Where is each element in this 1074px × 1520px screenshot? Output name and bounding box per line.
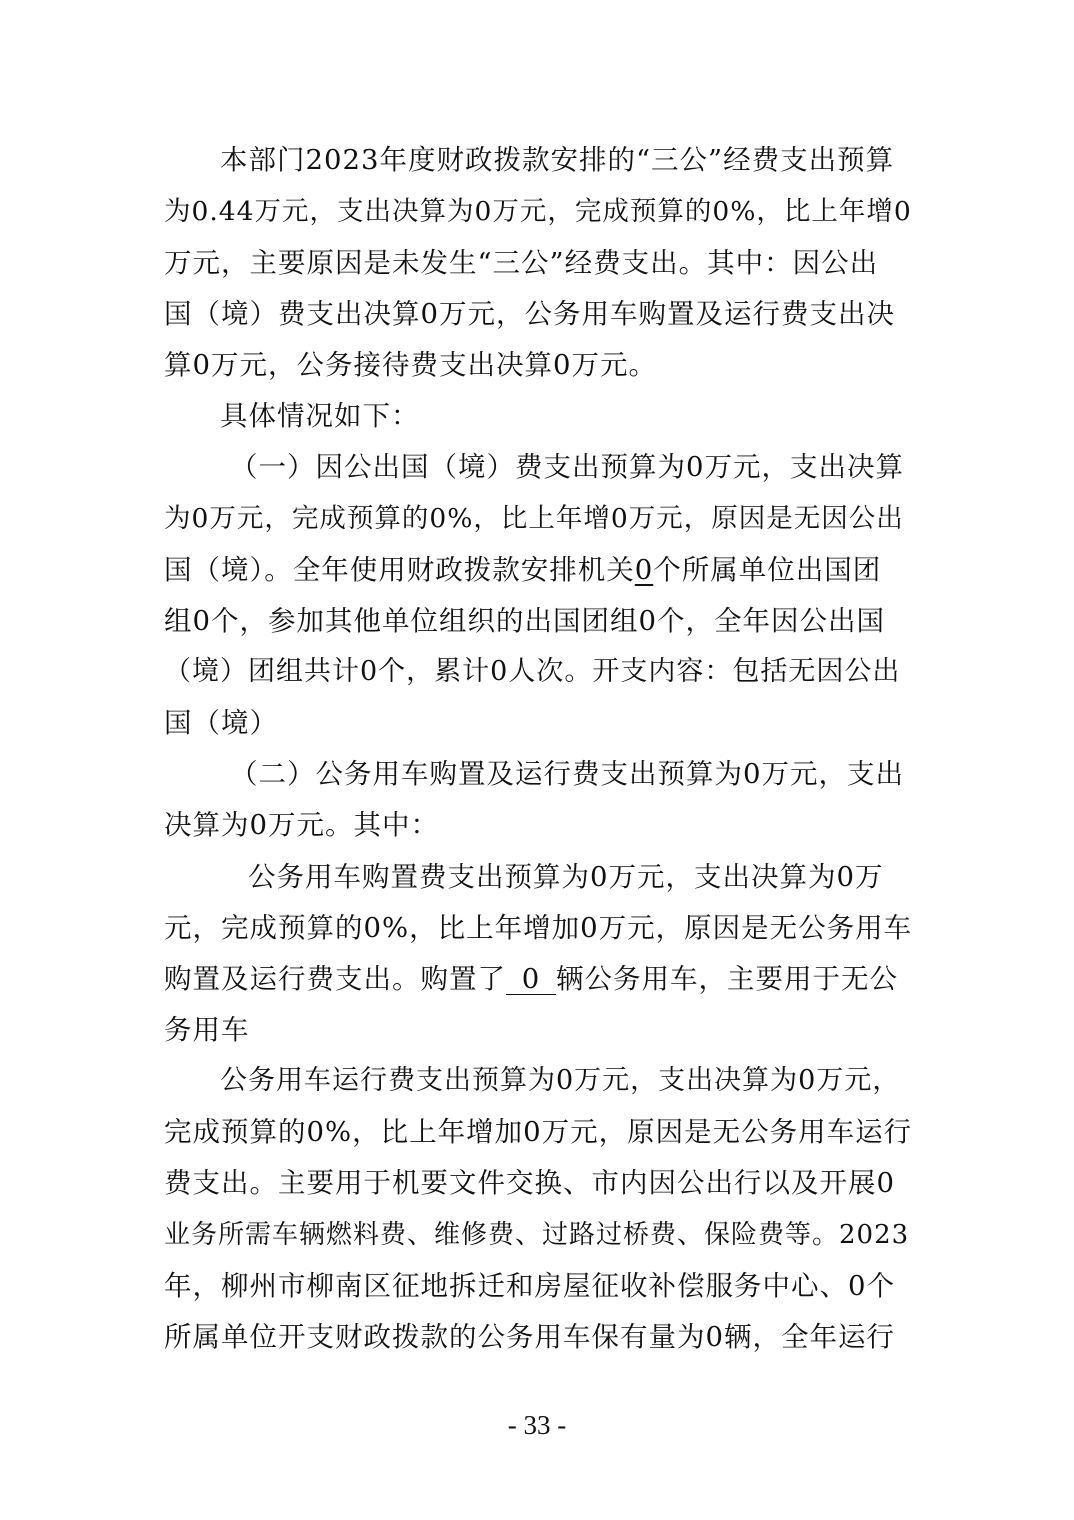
text-line: 决算为0万元。其中： xyxy=(164,809,439,841)
text-line: 公务用车运行费支出预算为0万元，支出决算为0万元， xyxy=(220,1065,901,1096)
text-line: 业务所需车辆燃料费、维修费、过路过桥费、保险费等。2023 xyxy=(164,1220,910,1250)
text-line: 务用车 xyxy=(164,1014,250,1046)
text-line xyxy=(164,545,881,595)
text-line xyxy=(164,954,898,1004)
text-line: 公务用车购置费支出预算为0万元，支出决算为0万 xyxy=(248,861,884,893)
text-line: 所属单位开支财政拨款的公务用车保有量为0辆，全年运行 xyxy=(164,1321,895,1353)
text-line: 组0个，参加其他单位组织的出国团组0个，全年因公出国 xyxy=(164,605,885,637)
text-line: 算0万元，公务接待费支出决算0万元。 xyxy=(164,349,657,381)
text-line: （境）团组共计0个，累计0人次。开支内容：包括无因公出 xyxy=(164,656,901,687)
page-number: - 33 - xyxy=(507,1410,567,1440)
text-line: 国（境）费支出决算0万元，公务用车购置及运行费支出决 xyxy=(164,298,895,330)
text-line: 为0.44万元，支出决算为0万元，完成预算的0%，比上年增0 xyxy=(164,196,912,227)
text-line: 为0万元，完成预算的0%，比上年增0万元，原因是无因公出 xyxy=(164,503,904,534)
text-line: 本部门2023年度财政拨款安排的“三公”经费支出预算 xyxy=(220,144,895,176)
text-segment: 国（境）。全年使用财政拨款安排机关 xyxy=(164,554,635,586)
text-line: 完成预算的0%，比上年增加0万元，原因是无公务用车运行 xyxy=(164,1116,913,1148)
text-segment: 购置及运行费支出。购置了 xyxy=(164,963,506,995)
text-line: 国（境） xyxy=(164,707,278,739)
text-line: 具体情况如下： xyxy=(220,400,420,432)
text-line: （二）公务用车购置及运行费支出预算为0万元，支出 xyxy=(230,758,904,790)
underlined-blank: 0 xyxy=(506,964,556,995)
text-line: 年，柳州市柳南区征地拆迁和房屋征收补偿服务中心、0个 xyxy=(164,1270,895,1302)
text-line: （一）因公出国（境）费支出预算为0万元，支出决算 xyxy=(230,451,904,483)
text-line: 费支出。主要用于机要文件交换、市内因公出行以及开展0 xyxy=(164,1167,895,1199)
underlined-value: 0 xyxy=(634,554,654,586)
text-line: 万元，主要原因是未发生“三公”经费支出。其中：因公出 xyxy=(164,247,879,279)
text-segment: 个所属单位出国团 xyxy=(653,554,882,586)
text-segment: 辆公务用车，主要用于无公 xyxy=(556,963,898,995)
text-line: 元，完成预算的0%，比上年增加0万元，原因是无公务用车 xyxy=(164,912,913,944)
